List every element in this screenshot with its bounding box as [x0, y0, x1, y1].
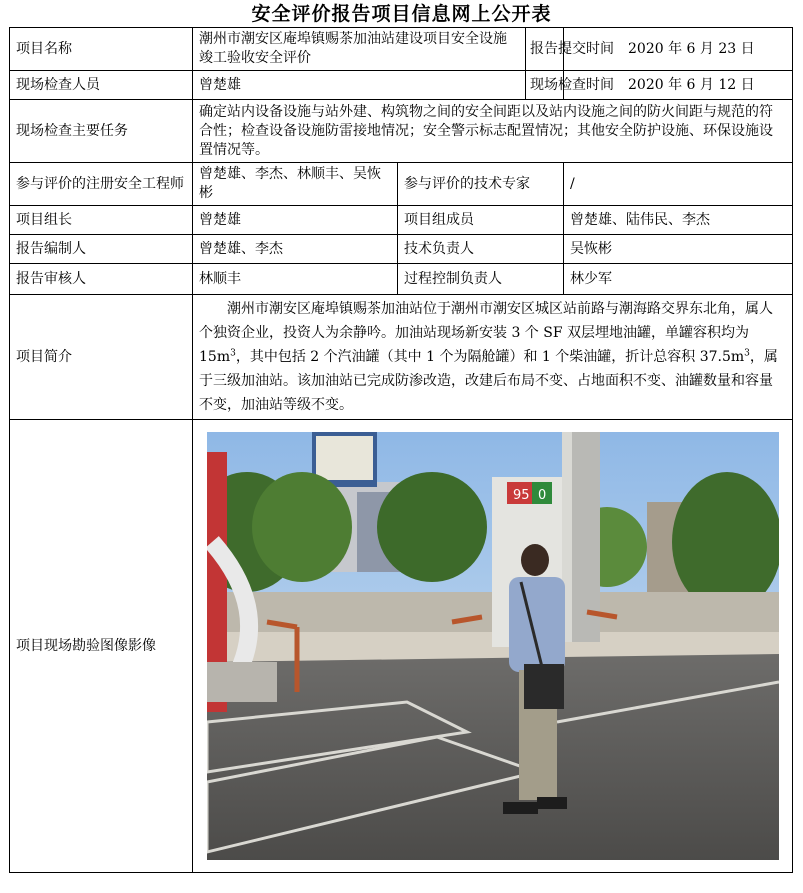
row-intro [10, 295, 793, 420]
sign-95: 95 [512, 488, 530, 503]
inspectors-value: 曾楚雄 [193, 71, 526, 100]
inspect-time-label [526, 71, 614, 100]
row-inspectors [10, 71, 793, 100]
row-engineers [10, 163, 793, 206]
intro-text-2: ，其中包括 2 个汽油罐（其中 1 个为隔舱罐）和 1 个柴油罐，折计总容积 37.5m [235, 349, 745, 365]
leader-value: 曾楚雄 [193, 206, 398, 235]
members-value: 曾楚雄、陆伟民、李杰 [564, 206, 793, 235]
main-tasks-value: 确定站内设备设施与站外建、构筑物之间的安全间距以及站内设施之间的防火间距与规范的符合性；检查设备设施防雷接地情况；安全警示标志配置情况；其他安全防护设施、环保设施设置情况等。 [193, 100, 793, 163]
intro-text-3: ，属于三级加油站。该加油站已完成防渗改造，改建后布局不变、占地面积不变、油罐数量和容量不变，加油站等级不变。 [199, 349, 778, 413]
reviewer-value: 林顺丰 [193, 264, 398, 295]
intro-value [193, 295, 793, 420]
row-project-name [10, 28, 793, 71]
intro-text-1: 潮州市潮安区庵埠镇赐茶加油站位于潮州市潮安区城区站前路与潮海路交界东北角，属人个独资企业，投资人为余静吟。加油站现场新安装 3 个 SF 双层埋地油罐，单罐容积均为 15m [199, 301, 773, 365]
photo-label: 项目现场勘验图像影像 [10, 420, 193, 873]
experts-value: / [564, 163, 793, 206]
compiler-value: 曾楚雄、李杰 [193, 235, 398, 264]
intro-label: 项目简介 [10, 295, 193, 420]
row-leader [10, 206, 793, 235]
tech-lead-label: 技术负责人 [398, 235, 564, 264]
inspect-time-label-text: 现场检查时间 [530, 76, 614, 93]
site-photo [207, 432, 779, 860]
row-main-tasks [10, 100, 793, 163]
tech-lead-value: 吴恢彬 [564, 235, 793, 264]
members-label: 项目组成员 [398, 206, 564, 235]
sign-0: 0 [537, 488, 546, 503]
reviewer-label: 报告审核人 [10, 264, 193, 295]
intro-sup-1: 3 [230, 348, 236, 359]
row-photo [10, 420, 793, 873]
inspectors-label: 现场检查人员 [10, 71, 193, 100]
submit-time-value: 2020 年 6 月 23 日 [564, 28, 793, 71]
compiler-label: 报告编制人 [10, 235, 193, 264]
process-control-label: 过程控制负责人 [398, 264, 564, 295]
row-compiler [10, 235, 793, 264]
experts-label: 参与评价的技术专家 [398, 163, 564, 206]
photo-cell [193, 420, 793, 873]
intro-sup-2: 3 [744, 348, 750, 359]
row-reviewer [10, 264, 793, 295]
inspect-time-value: 2020 年 6 月 12 日 [564, 71, 793, 100]
project-name-label: 项目名称 [10, 28, 193, 71]
info-table [9, 27, 793, 873]
engineers-value: 曾楚雄、李杰、林顺丰、吴恢彬 [193, 163, 398, 206]
submit-time-label [526, 28, 614, 71]
project-name-value: 潮州市潮安区庵埠镇赐茶加油站建设项目安全设施竣工验收安全评价 [193, 28, 526, 71]
submit-time-label-text: 报告提交时间 [530, 40, 614, 57]
leader-label: 项目组长 [10, 206, 193, 235]
page-title: 安全评价报告项目信息网上公开表 [251, 3, 552, 25]
main-tasks-label: 现场检查主要任务 [10, 100, 193, 163]
engineers-label: 参与评价的注册安全工程师 [10, 163, 193, 206]
gas-station-photo [207, 432, 779, 860]
process-control-value: 林少军 [564, 264, 793, 295]
